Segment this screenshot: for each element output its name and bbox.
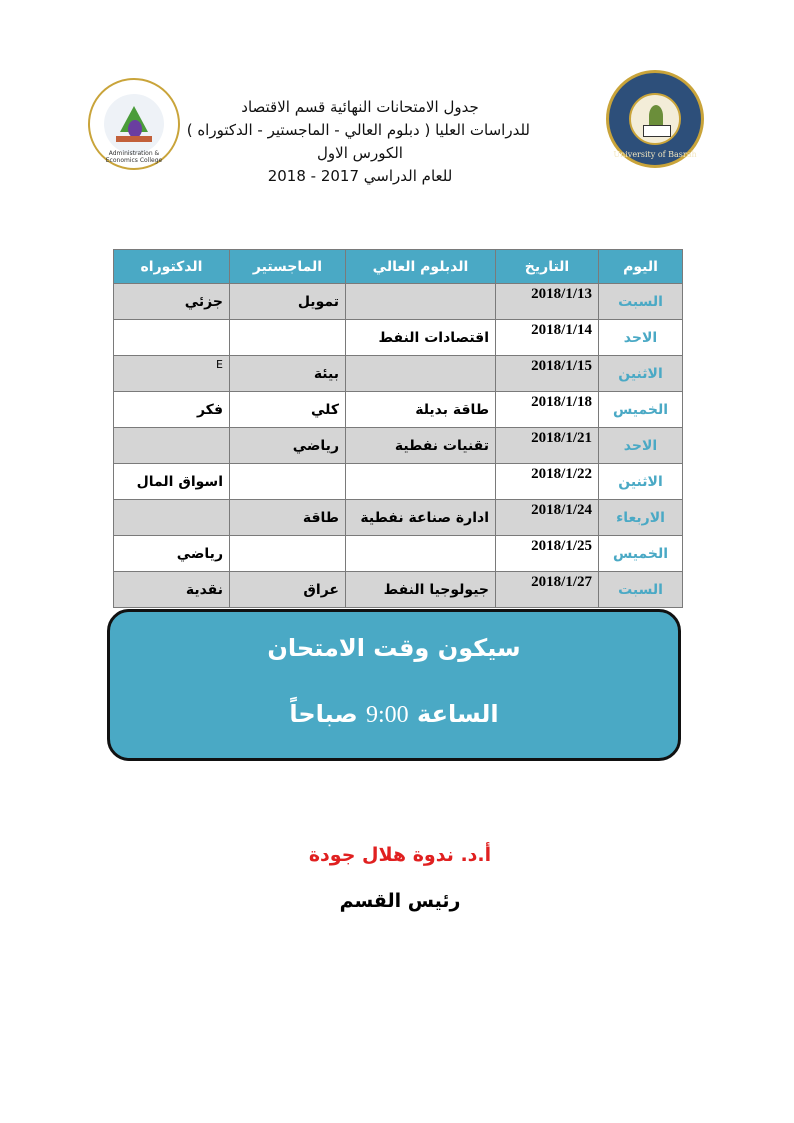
- college-logo-text: Administration & Economics College: [105, 150, 163, 164]
- phd-cell: [114, 500, 230, 536]
- phd-cell: اسواق المال: [114, 464, 230, 500]
- phd-cell: E: [114, 356, 230, 392]
- day-cell: السبت: [599, 284, 683, 320]
- table-row: [114, 536, 683, 572]
- phd-cell: نقدية: [114, 572, 230, 608]
- palm-emblem-icon: [629, 93, 681, 145]
- notice-time-line: [110, 700, 678, 729]
- signatory-name: أ.د. ندوة هلال جودة: [308, 844, 492, 866]
- title-line-3: الكورس الاول: [317, 144, 403, 162]
- exam-time-notice: [107, 609, 681, 761]
- master-cell: [230, 320, 346, 356]
- table-row: [114, 284, 683, 320]
- notice-time-prefix: الساعة: [417, 700, 499, 728]
- title-line-2: للدراسات العليا ( دبلوم العالي - الماجستير - الدكتوراه ): [186, 121, 530, 139]
- college-logo: [88, 78, 180, 170]
- phd-cell: رياضي: [114, 536, 230, 572]
- table-row: [114, 356, 683, 392]
- date-cell: 2018/1/22: [496, 464, 599, 500]
- date-cell: 2018/1/25: [496, 536, 599, 572]
- day-cell: الخميس: [599, 392, 683, 428]
- master-cell: بيئة: [230, 356, 346, 392]
- title-line-4: للعام الدراسي 2017 - 2018: [267, 167, 453, 185]
- diploma-cell: [346, 536, 496, 572]
- column-header-diploma: الدبلوم العالي: [346, 250, 496, 284]
- phd-cell: جزئي: [114, 284, 230, 320]
- signatory-role: رئيس القسم: [339, 890, 461, 912]
- day-cell: الخميس: [599, 536, 683, 572]
- exam-schedule-table: [113, 249, 683, 608]
- column-header-day: اليوم: [599, 250, 683, 284]
- diploma-cell: ادارة صناعة نفطية: [346, 500, 496, 536]
- college-emblem-icon: [104, 94, 164, 154]
- university-logo: [606, 70, 704, 168]
- document-title: [186, 96, 530, 188]
- diploma-cell: طاقة بديلة: [346, 392, 496, 428]
- day-cell: السبت: [599, 572, 683, 608]
- diploma-cell: [346, 464, 496, 500]
- day-cell: الاحد: [599, 320, 683, 356]
- diploma-cell: جيولوجيا النفط: [346, 572, 496, 608]
- column-header-phd: الدكتوراه: [114, 250, 230, 284]
- notice-time-suffix: صباحاً: [289, 700, 358, 728]
- date-cell: 2018/1/18: [496, 392, 599, 428]
- diploma-cell: اقتصادات النفط: [346, 320, 496, 356]
- day-cell: الاحد: [599, 428, 683, 464]
- column-header-date: التاريخ: [496, 250, 599, 284]
- notice-heading: سيكون وقت الامتحان: [267, 634, 521, 662]
- phd-cell: فكر: [114, 392, 230, 428]
- master-cell: رياضي: [230, 428, 346, 464]
- day-cell: الاربعاء: [599, 500, 683, 536]
- master-cell: [230, 536, 346, 572]
- diploma-cell: تقنيات نفطية: [346, 428, 496, 464]
- day-cell: الاثنين: [599, 464, 683, 500]
- university-logo-text: University of Basrah: [613, 150, 697, 159]
- table-row: [114, 320, 683, 356]
- title-line-1: جدول الامتحانات النهائية قسم الاقتصاد: [241, 98, 479, 116]
- master-cell: [230, 464, 346, 500]
- date-cell: 2018/1/27: [496, 572, 599, 608]
- master-cell: تمويل: [230, 284, 346, 320]
- date-cell: 2018/1/14: [496, 320, 599, 356]
- master-cell: طاقة: [230, 500, 346, 536]
- table-row: [114, 428, 683, 464]
- table-row: [114, 500, 683, 536]
- phd-cell: [114, 320, 230, 356]
- master-cell: عراق: [230, 572, 346, 608]
- diploma-cell: [346, 284, 496, 320]
- diploma-cell: [346, 356, 496, 392]
- day-cell: الاثنين: [599, 356, 683, 392]
- date-cell: 2018/1/21: [496, 428, 599, 464]
- phd-cell: [114, 428, 230, 464]
- column-header-master: الماجستير: [230, 250, 346, 284]
- table-row: [114, 392, 683, 428]
- date-cell: 2018/1/15: [496, 356, 599, 392]
- notice-time-value: 9:00: [366, 702, 409, 728]
- table-row: [114, 464, 683, 500]
- table-row: [114, 572, 683, 608]
- master-cell: كلي: [230, 392, 346, 428]
- date-cell: 2018/1/13: [496, 284, 599, 320]
- table-header-row: [114, 250, 683, 284]
- date-cell: 2018/1/24: [496, 500, 599, 536]
